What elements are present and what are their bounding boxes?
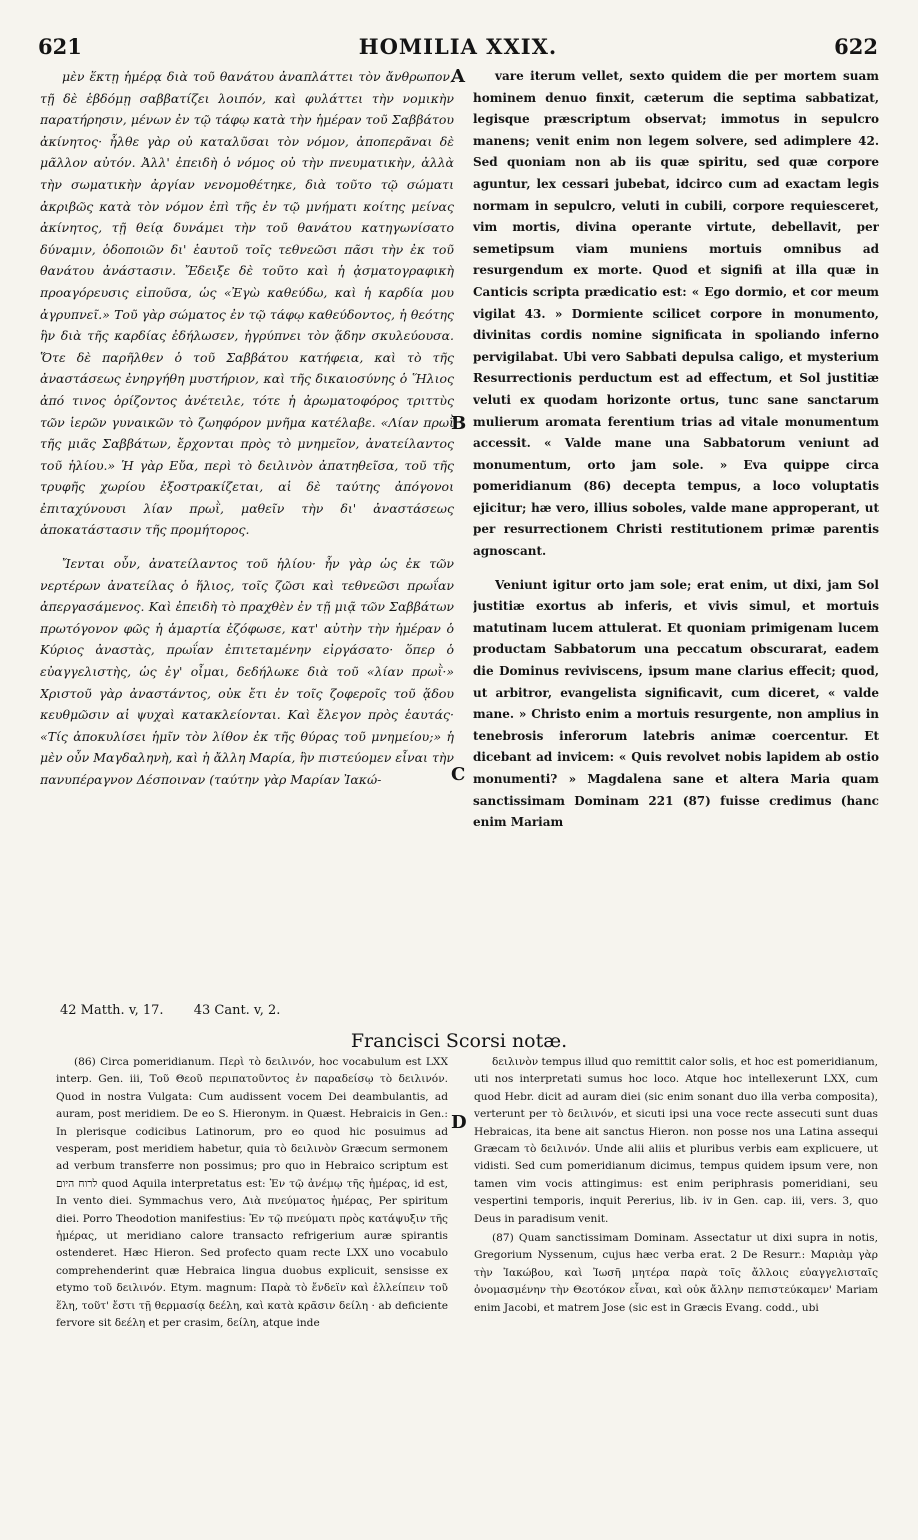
greek-paragraph: μὲν ἕκτῃ ἡμέρᾳ διὰ τοῦ θανάτου ἀναπλάττει τὸν ἄνθρωπον, τῇ δὲ ἑβδόμῃ σαββατίζει λοιπόν, καὶ φυλάττει τὴν νομικὴν παρατήρησιν, μένων ἐν τῷ τάφῳ κατὰ τὴν ἡμέραν τοῦ Σαββάτου ἀκίνητος· ἦλθε γὰρ οὐ καταλῦσαι τὸν νόμον, ἀποπερᾶναι δὲ μᾶλλον αὐτόν. Ἀλλ' ἐπειδὴ ὁ νόμος οὐ τὴν πνευματικὴν, ἀλλὰ τὴν σωματικὴν ἀργίαν νενομοθέτηκε, διὰ τοῦτο τῷ σώματι ἀκριβῶς κατὰ τὸν νόμον ἐπὶ τῆς ἐν τῷ μνήματι κοίτης μείνας ἀκίνητος, τῇ θείᾳ δυνάμει τὴν τοῦ θανάτου κατηγωνίσατο δύναμιν, ὁδοποιῶν δι' ἑαυτοῦ τοῖς τεθνεῶσι πᾶσι τὴν ἐκ τοῦ θανάτου ἀνάστασιν. Ἔδειξε δὲ τοῦτο καὶ ἡ ᾀσματογραφικὴ προαγόρευσις εἰποῦσα, ὡς «Ἐγὼ καθεύδω, καὶ ἡ καρδία μου ἀγρυπνεῖ.» Τοῦ γὰρ σώματος ἐν τῷ τάφῳ καθεύδοντος, ἡ θεότης ἣν διὰ τῆς καρδίας ἐδήλωσεν, ἠγρύπνει τὸν ᾅδην σκυλεύουσα. Ὅτε δὲ παρῆλθεν ὁ τοῦ Σαββάτου κατήφεια, καὶ τὸ τῆς ἀναστάσεως ἐνηργήθη μυστήριον, καὶ τῆς δικαιοσύνης ὁ Ἥλιος ἀπό τινος ὁρίζοντος ἀνέτειλε, τότε ἡ ἀρωματοφόρος τριττὺς τῶν ἱερῶν γυναικῶν τὸ ζωηφόρον μνῆμα κατέλαβε. «Λίαν πρωῒ τῆς μιᾶς Σαββάτων, ἔρχονται πρὸς τὸ μνημεῖον, ἀνατείλαντος τοῦ ἡλίου.» Ἡ γὰρ Εὔα, περὶ τὸ δειλινὸν ἀπατηθεῖσα, τοῦ τῆς τρυφῆς χωρίου ἐξοστρακίζεται, αἱ δὲ ταύτης ἀπόγονοι ἐπιταχύνουσι λίαν πρωῒ, μαθεῖν τὴν δι' ἀναστάσεως ἀποκατάστασιν τῆς προμήτορος.	[40, 69, 454, 538]
page-header	[38, 34, 878, 62]
note-paragraph: δειλινὸν tempus illud quo remittit calor solis, et hoc est pomeridianum, uti nos interpretati sumus hoc loco. Atque hoc intellexerunt LXX, cum quod Hebr. dicit ad auram diei (sic enim sonant duo illa verba composita), verterunt per τὸ δειλινόν, et sicuti ipsi una voce recte assecuti sunt duas Hebraicas, ita bene ait sanctus Hieron. non posse nos una Latina assequi Græcam τὸ δειλινόν. Unde alii aliis et pluribus verbis eam explicuere, ut vidisti. Sed cum pomeridianum dicimus, tempus quidem ipsum vere, non tamen vim vocis attingimus: est enim periphrasis pomeridiani, seu vespertini temporis, inquit Pererius, lib. iv in Gen. cap. iii, vers. 3, quo Deus in paradisum venit.	[474, 1056, 878, 1225]
section-marker-b: B	[451, 413, 467, 434]
latin-text-column	[473, 66, 879, 1001]
note-paragraph: (86) Circa pomeridianum. Περὶ τὸ δειλινόν, hoc vocabulum est LXX interp. Gen. iii, Τοῦ Θεοῦ περιπατοῦντος ἐν παραδείσῳ τὸ δειλινόν. Quod in nostra Vulgata: Cum audissent vocem Dei deambulantis, ad auram, post meridiem. De eo S. Hieronym. in Quæst. Hebraicis in Gen.: In plerisque codicibus Latinorum, pro eo quod hic posuimus ad vesperam, post meridiem habetur, quia τὸ δειλινὸν Græcum sermonem ad verbum transferre non possimus; pro quo in Hebraico scriptum est לרוח היום quod Aquila interpretatus est: Ἐν τῷ ἀνέμῳ τῆς ἡμέρας, id est, In vento diei. Symmachus vero, Διὰ πνεύματος ἡμέρας, Per spiritum diei. Porro Theodotion manifestius: Ἐν τῷ πνεύματι πρὸς κατάψυξιν τῆς ἡμέρας, ut meridiano calore transacto refrigerium auræ spirantis ostenderet. Hæc Hieron. Sed profecto quam recte LXX uno vocabulo comprehenderint quæ Hebraica lingua duobus explicuit, sensisse ex etymo τοῦ δειλινόν. Etym. magnum: Παρὰ τὸ ἔνδεϊν καὶ ἐλλείπειν τοῦ ἕλη, τοῦτ' ἔστι τῇ θερμασίᾳ δεέλη, καὶ κατὰ κρᾶσιν δείλη · ab deficiente fervore sit δεέλη et per crasim, δείλη, atque inde	[56, 1056, 448, 1330]
section-marker-c: C	[451, 764, 466, 785]
greek-text-column	[40, 66, 454, 1001]
greek-paragraph: Ἴενται οὖν, ἀνατείλαντος τοῦ ἡλίου· ἦν γὰρ ὡς ἐκ τῶν νερτέρων ἀνατείλας ὁ ἥλιος, τοῖς ζῶσι καὶ τεθνεῶσι πρωΐαν ἀπεργασάμενος. Καὶ ἐπειδὴ τὸ πραχθὲν ἐν τῇ μιᾷ τῶν Σαββάτων πρωτόγονον φῶς ἡ ἁμαρτία ἐζόφωσε, κατ' αὐτὴν τὴν ἡμέραν ὁ Κύριος ἀναστὰς, πρωΐαν ἐπιτεταμένην εἰργάσατο· ὅπερ ὁ εὐαγγελιστὴς, ὡς ἐγ' οἶμαι, δεδήλωκε διὰ τοῦ «λίαν πρωῒ·» Χριστοῦ γὰρ ἀναστάντος, οὐκ ἔτι ἐν τοῖς ζοφεροῖς τοῦ ᾅδου κευθμῶσιν αἱ ψυχαὶ κατακλείονται. Καὶ ἔλεγον πρὸς ἑαυτάς· «Τίς ἀποκυλίσει ἡμῖν τὸν λίθον ἐκ τῆς θύρας τοῦ μνημείου;» ἡ μὲν οὖν Μαγδαληνὴ, καὶ ἡ ἄλλη Μαρία, ἣν πιστεύομεν εἶναι τὴν πανυπέραγνον Δέσποιναν (ταύτην γὰρ Μαρίαν Ἰακώ-	[40, 556, 454, 787]
footnotes	[60, 1003, 280, 1018]
note-paragraph: (87) Quam sanctissimam Dominam. Assectatur ut dixi supra in notis, Gregorium Nyssenum, cujus hæc verba erat. 2 De Resurr.: Μαριὰμ γὰρ τὴν Ἰακώβου, καὶ Ἰωσῆ μητέρα παρὰ τοῖς ἄλλοις εὐαγγελισταῖς ὀνομασμένην τὴν Θεοτόκον εἶναι, καὶ οὐκ ἄλλην πεπιστεύκαμεν' Mariam enim Jacobi, et matrem Jose (sic est in Græcis Evang. codd., ubi	[474, 1232, 878, 1314]
running-title: HOMILIA XXIX.	[358, 34, 558, 59]
section-marker-d: D	[451, 1112, 467, 1133]
page-number-right: 622	[834, 34, 878, 59]
latin-paragraph: Veniunt igitur orto jam sole; erat enim, ut dixi, jam Sol justitiæ exortus ab inferis, et vivis simul, et mortuis matutinam lucem attulerat. Et quoniam primigenam lucem productam Sabbatorum una peccatum obscurarat, eadem die Dominus reviviscens, ipsum mane clarius effecit; quod, ut arbitror, evangelista significavit, cum diceret, « valde mane. » Christo enim a mortuis resurgente, non amplius in tenebrosis inferorum latebris animæ coercentur. Et dicebant ad invicem: « Quis revolvet nobis lapidem ab ostio monumenti? » Magdalena sane et altera Maria quam sanctissimam Dominam 221 (87) fuisse credimus (hanc enim Mariam	[473, 577, 879, 830]
notes-left-column	[56, 1054, 448, 1524]
latin-paragraph: vare iterum vellet, sexto quidem die per mortem suam hominem denuo finxit, cæterum die septima sabbatizat, legisque præscriptum observat; immotus in sepulcro manens; venit enim non legem solvere, sed adimplere 42. Sed quoniam non ab iis quæ spiritu, sed quæ corpore aguntur, lex cessari jubebat, idcirco cum ad exactam legis normam in sepulcro, veluti in cubili, corpore requiesceret, vim mortis, divina operante virtute, debellavit, per semetipsum viam muniens mortuis omnibus ad resurgendum ex morte. Quod et signifi at illa quæ in Canticis scripta prædicatio est: « Ego dormio, et cor meum vigilat 43. » Dormiente scilicet corpore in monumento, divinitas cordis nomine significata in spoliando inferno pervigilabat. Ubi vero Sabbati depulsa caligo, et mysterium Resurrectionis perductum est ad effectum, et Sol justitiæ veluti ex quodam horizonte ortus, tunc sane sanctarum mulierum aromata ferentium trias ad vitale monumentum accessit. « Valde mane una Sabbatorum veniunt ad monumentum, orto jam sole. » Eva quippe circa pomeridianum (86) decepta tempus, a loco voluptatis ejicitur; hæ vero, illius soboles, valde mane approperant, ut per resurrectionem Christi restitutionem primæ parentis agnoscant.	[473, 69, 879, 559]
notes-right-column	[474, 1054, 878, 1524]
notes-title: Francisci Scorsi notæ.	[350, 1030, 568, 1052]
section-marker-a: A	[451, 66, 465, 87]
page-number-left: 621	[38, 34, 82, 59]
footnote-42: 42 Matth. v, 17.	[60, 1003, 164, 1018]
footnote-43: 43 Cant. v, 2.	[193, 1003, 281, 1018]
